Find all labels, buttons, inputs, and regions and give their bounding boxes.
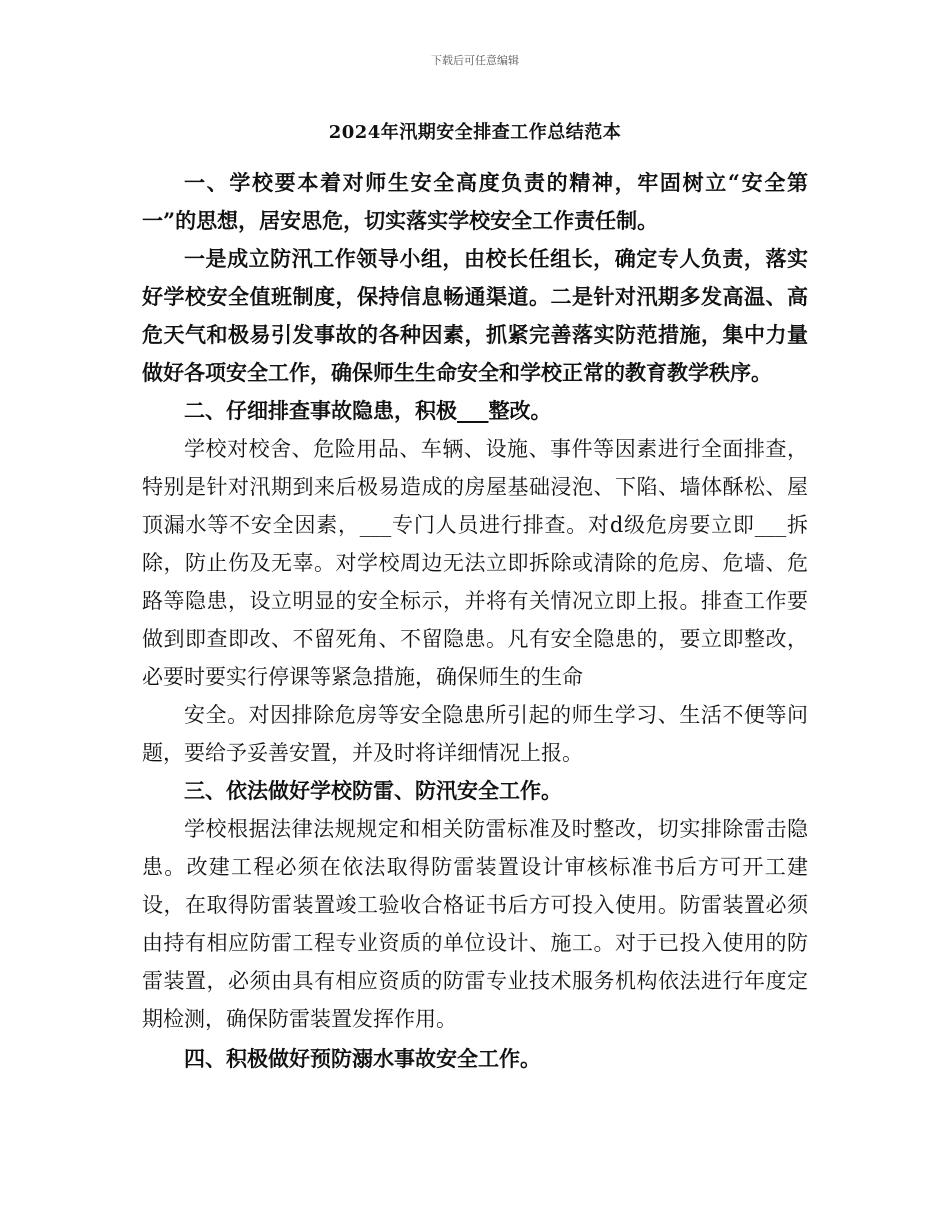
section-4-heading: 四、积极做好预防溺水事故安全工作。 — [184, 1046, 541, 1071]
section-3-body: 学校根据法律法规规定和相关防雷标准及时整改，切实排除雷击隐患。改建工程必须在依法取得防雷装置设计审核标准书后方可开工建设，在取得防雷装置竣工验收合格证书后方可投入使用。防雷装置必须由持有相应防雷工程专业资质的单位设计、施工。对于已投入使用的防雷装置，必须由具有相应资质的防雷专业技术服务机构依法进行年度定期检测，确保防雷装置发挥作用。 — [142, 817, 808, 1031]
section-2-body: 学校对校舍、危险用品、车辆、设施、事件等因素进行全面排查，特别是针对汛期到来后极易造成的房屋基础浸泡、下陷、墙体酥松、屋顶漏水等不安全因素，___专门人员进行排查。对d级危房要立即___拆除，防止伤及无辜。对学校周边无法立即拆除或清除的危房、危墙、危路等隐患，设立明显的安全标示，并将有关情况立即上报。排查工作要做到即查即改、不留死角、不留隐患。凡有安全隐患的，要立即整改，必要时要实行停课等紧急措施，确保师生的生命 — [142, 437, 808, 689]
section-2-body-continued: 安全。对因排除危房等安全隐患所引起的师生学习、生活不便等问题，要给予妥善安置，并及时将详细情况上报。 — [142, 703, 808, 765]
document-title: 2024年汛期安全排查工作总结范本 — [328, 122, 622, 143]
header-note: 下载后可任意编辑 — [431, 54, 519, 67]
section-2-heading: 二、仔细排查事故隐患，积极___整改。 — [184, 398, 552, 423]
section-3-heading: 三、依法做好学校防雷、防汛安全工作。 — [184, 778, 562, 803]
section-1-body: 一是成立防汛工作领导小组，由校长任组长，确定专人负责，落实好学校安全值班制度，保持信息畅通渠道。二是针对汛期多发高温、高危天气和极易引发事故的各种因素，抓紧完善落实防范措施，集中力量做好各项安全工作，确保师生生命安全和学校正常的教育教学秩序。 — [142, 246, 808, 385]
document-body — [142, 118, 808, 1078]
section-1-heading: 一、学校要本着对师生安全高度负责的精神，牢固树立“安全第一”的思想，居安思危，切实落实学校安全工作责任制。 — [142, 170, 808, 233]
